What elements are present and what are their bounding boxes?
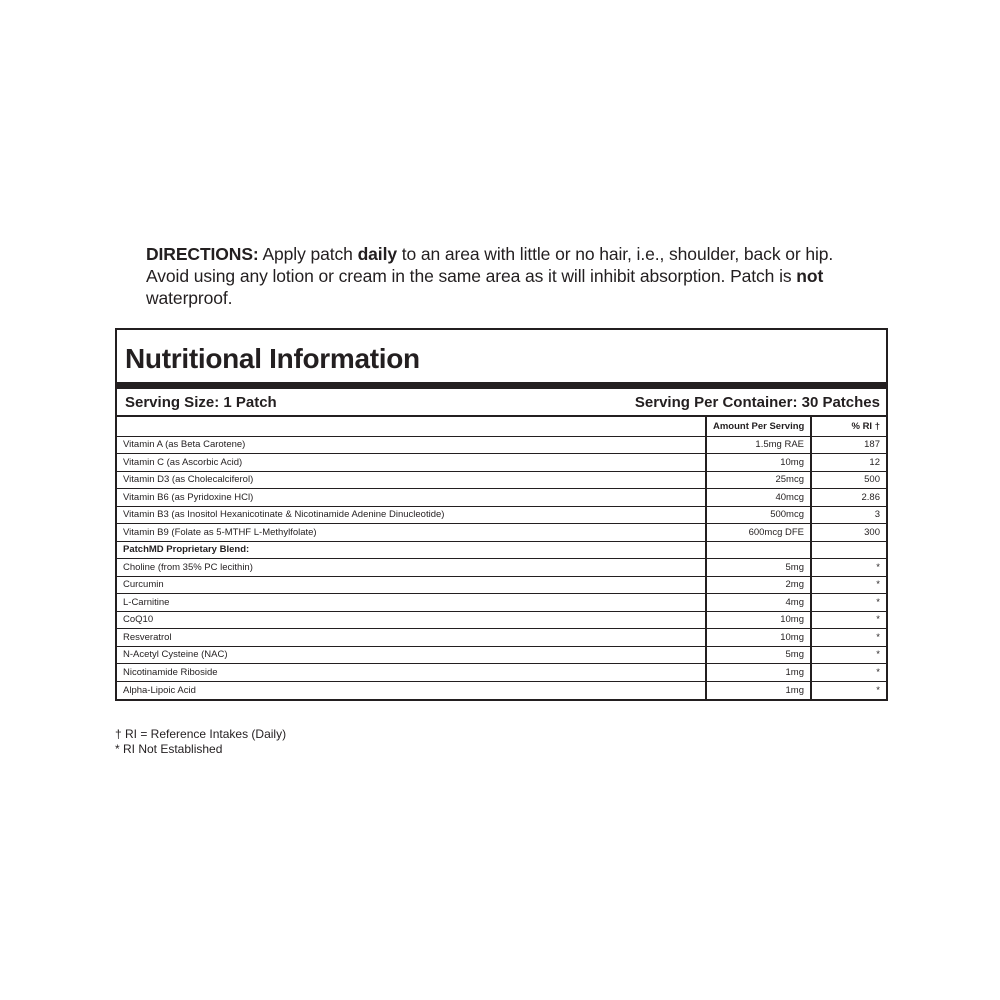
table-row	[117, 594, 886, 612]
cell-name: Curcumin	[117, 576, 706, 594]
cell-name: Resveratrol	[117, 629, 706, 647]
footnote-ri-definition: † RI = Reference Intakes (Daily)	[115, 727, 287, 741]
nutrition-table	[117, 417, 886, 699]
cell-name: Choline (from 35% PC lecithin)	[117, 559, 706, 577]
cell-amount: 10mg	[706, 454, 811, 472]
header-name	[117, 417, 706, 436]
cell-amount: 40mcg	[706, 489, 811, 507]
title-divider	[117, 382, 886, 389]
table-row	[117, 471, 886, 489]
cell-name: PatchMD Proprietary Blend:	[117, 541, 706, 559]
directions-label: DIRECTIONS:	[146, 244, 259, 264]
serving-size: Serving Size: 1 Patch	[125, 393, 277, 411]
cell-ri	[811, 541, 886, 559]
table-row	[117, 524, 886, 542]
cell-ri: 300	[811, 524, 886, 542]
cell-name: Nicotinamide Riboside	[117, 664, 706, 682]
cell-ri: 500	[811, 471, 886, 489]
cell-amount: 5mg	[706, 646, 811, 664]
directions-bold-daily: daily	[357, 244, 397, 264]
table-header-row	[117, 417, 886, 436]
header-ri: % RI †	[811, 417, 886, 436]
table-row	[117, 541, 886, 559]
directions-text	[146, 243, 876, 309]
cell-ri: 187	[811, 436, 886, 454]
cell-amount: 5mg	[706, 559, 811, 577]
table-row	[117, 646, 886, 664]
cell-ri: 12	[811, 454, 886, 472]
cell-amount: 500mcg	[706, 506, 811, 524]
serving-per-container: Serving Per Container: 30 Patches	[634, 393, 880, 411]
cell-name: L-Carnitine	[117, 594, 706, 612]
directions-part-1: Apply patch	[258, 244, 358, 264]
footnote-ri-not-established: * RI Not Established	[115, 742, 223, 756]
cell-ri: *	[811, 681, 886, 699]
cell-name: Vitamin B6 (as Pyridoxine HCl)	[117, 489, 706, 507]
cell-ri: *	[811, 576, 886, 594]
cell-name: Vitamin B9 (Folate as 5-MTHF L-Methylfolate)	[117, 524, 706, 542]
table-row	[117, 629, 886, 647]
cell-name: Vitamin D3 (as Cholecalciferol)	[117, 471, 706, 489]
cell-amount: 2mg	[706, 576, 811, 594]
cell-amount: 1mg	[706, 681, 811, 699]
table-row	[117, 436, 886, 454]
directions-part-3: waterproof.	[146, 288, 233, 308]
table-row	[117, 664, 886, 682]
cell-ri: *	[811, 559, 886, 577]
cell-ri: 2.86	[811, 489, 886, 507]
cell-amount: 4mg	[706, 594, 811, 612]
directions-bold-not: not	[796, 266, 824, 286]
footnotes	[115, 727, 286, 757]
cell-amount: 10mg	[706, 629, 811, 647]
cell-name: Vitamin B3 (as Inositol Hexanicotinate & Nicotinamide Adenine Dinucleotide)	[117, 506, 706, 524]
table-row	[117, 611, 886, 629]
cell-name: N-Acetyl Cysteine (NAC)	[117, 646, 706, 664]
cell-ri: *	[811, 611, 886, 629]
table-body	[117, 436, 886, 699]
cell-name: Vitamin A (as Beta Carotene)	[117, 436, 706, 454]
cell-amount	[706, 541, 811, 559]
cell-name: Vitamin C (as Ascorbic Acid)	[117, 454, 706, 472]
cell-amount: 1mg	[706, 664, 811, 682]
cell-name: Alpha-Lipoic Acid	[123, 684, 196, 696]
table-row	[117, 506, 886, 524]
cell-ri: *	[811, 664, 886, 682]
directions-part-2: to an area with little or no hair, i.e., shoulder, back or hip. Avoid using any lotion or cream in the same area as it will inhibit absorption. Patch is	[146, 244, 834, 286]
cell-ri: *	[811, 646, 886, 664]
cell-amount: 25mcg	[706, 471, 811, 489]
cell-ri: *	[811, 629, 886, 647]
cell-ri: *	[811, 594, 886, 612]
cell-ri: 3	[811, 506, 886, 524]
panel-title: Nutritional Information	[125, 343, 420, 374]
table-row	[117, 489, 886, 507]
table-row	[117, 559, 886, 577]
table-row	[117, 681, 886, 699]
cell-name: CoQ10	[117, 611, 706, 629]
nutrition-panel	[115, 328, 888, 701]
serving-row	[117, 389, 886, 417]
table-row	[117, 576, 886, 594]
header-amount: Amount Per Serving	[706, 417, 811, 436]
cell-amount: 1.5mg RAE	[706, 436, 811, 454]
cell-amount: 600mcg DFE	[706, 524, 811, 542]
cell-amount: 10mg	[706, 611, 811, 629]
table-row	[117, 454, 886, 472]
